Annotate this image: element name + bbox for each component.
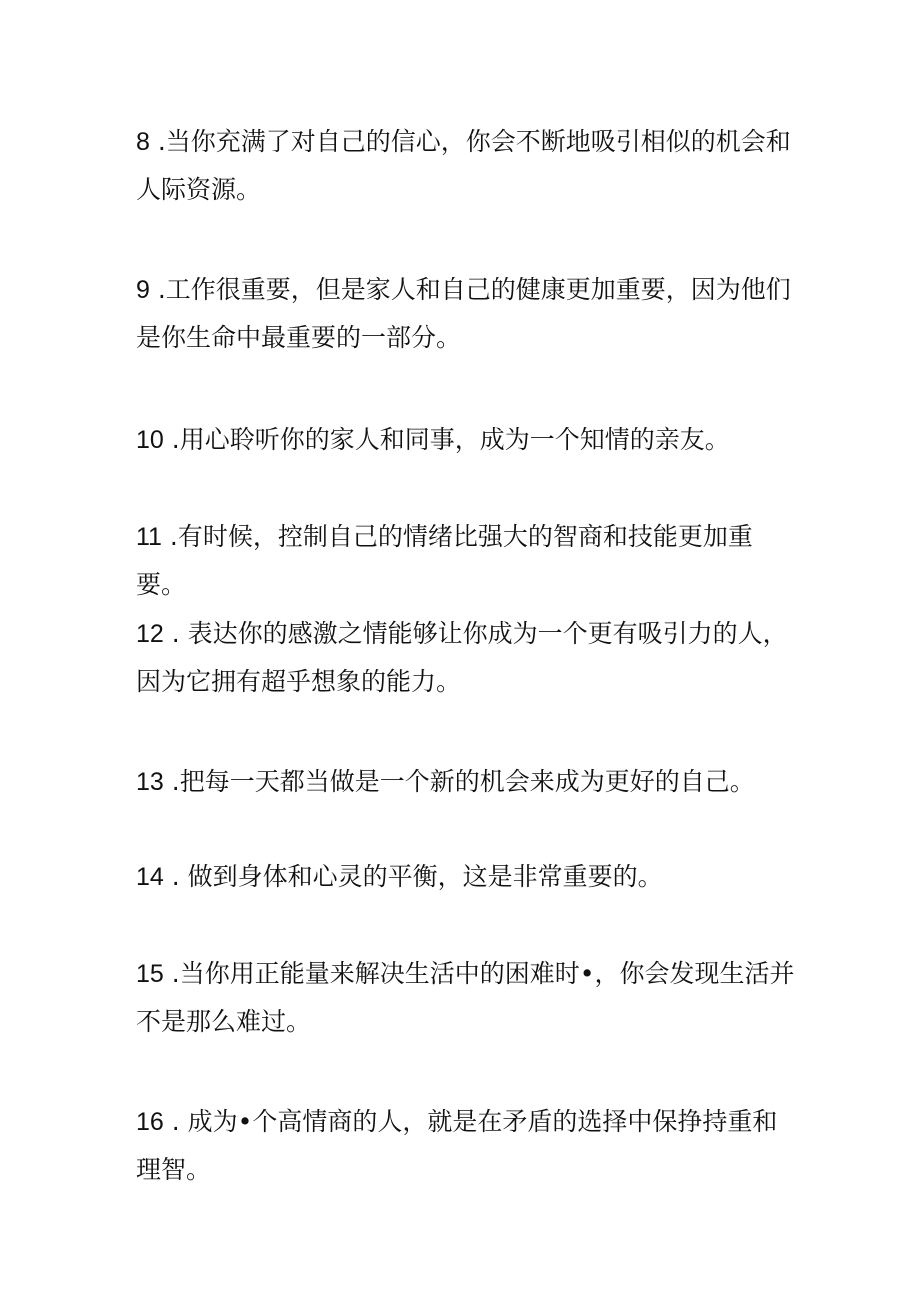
item-number: 9 [136, 276, 150, 304]
item-number: 11 [136, 523, 162, 551]
item-text: .用心聆听你的家人和同事，成为一个知情的亲友。 [163, 425, 730, 454]
item-number: 14 [136, 863, 164, 891]
item-text: .当你充满了对自己的信心，你会不断地吸引相似的机会和人际资源。 [136, 127, 791, 204]
list-item [136, 118, 796, 214]
item-text: . 表达你的感激之情能够让你成为一个更有吸引力的人，因为它拥有超乎想象的能力。 [136, 619, 788, 696]
item-text: .有时候，控制自己的情绪比强大的智商和技能更加重要。 [136, 522, 753, 599]
item-number: 13 [136, 768, 164, 796]
item-number: 12 [136, 620, 164, 648]
list-item [136, 266, 796, 362]
item-text: .当你用正能量来解决生活中的困难时•，你会发现生活并不是那么难过。 [136, 959, 795, 1036]
item-number: 8 [136, 128, 150, 156]
item-number: 10 [136, 426, 164, 454]
item-text: .把每一天都当做是一个新的机会来成为更好的自己。 [163, 767, 755, 796]
list-item [136, 1098, 796, 1194]
list-item [136, 416, 796, 464]
list-item [136, 758, 796, 806]
list-item [136, 513, 796, 609]
list-item [136, 853, 796, 901]
list-item [136, 610, 796, 706]
item-text: . 成为•个高情商的人，就是在矛盾的选择中保挣持重和理智。 [136, 1107, 778, 1184]
item-text: . 做到身体和心灵的平衡，这是非常重要的。 [163, 862, 663, 891]
item-number: 15 [136, 960, 164, 988]
item-text: .工作很重要，但是家人和自己的健康更加重要，因为他们是你生命中最重要的一部分。 [136, 275, 791, 352]
list-item [136, 950, 796, 1046]
item-number: 16 [136, 1108, 164, 1136]
